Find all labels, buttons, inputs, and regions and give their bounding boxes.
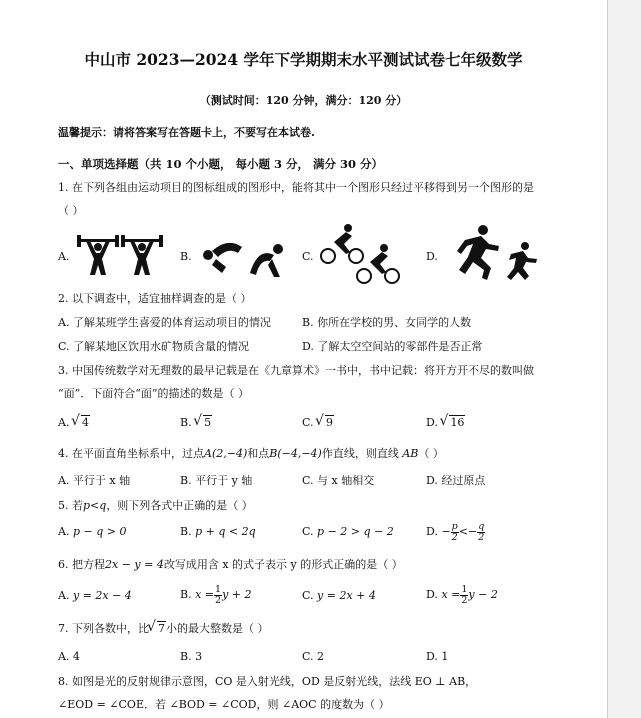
q7-post: 小的最大整数是（ ） [166, 622, 269, 635]
q2-option-a: A. 了解某班学生喜爱的体育运动项目的情况 [58, 316, 271, 329]
q6-c-expr: y = 2x + 4 [317, 589, 376, 602]
q3-option-c [302, 416, 334, 430]
q6-equation: 2x − y = 4 [105, 558, 164, 571]
q7-option-d: D. 1 [426, 650, 449, 663]
page-title: 中山市 2023—2024 学年下学期期末水平测试试卷七年级数学 [84, 50, 523, 69]
q4-mid: 和点 [247, 447, 270, 460]
gymnast-icon [198, 237, 290, 279]
q5-d-label: D. [426, 525, 438, 538]
q3-a-label: A. [58, 416, 70, 429]
q5-condition: p<q [83, 499, 107, 512]
q5-d-frac-p [451, 522, 459, 543]
q4-point-b: B(−4,−4) [269, 447, 322, 460]
q4-stem [58, 447, 444, 461]
q5-option-b [180, 525, 256, 539]
q3-c-radicand: 9 [326, 416, 334, 429]
q6-b-pre: x = [195, 588, 215, 601]
q7-radical [149, 622, 166, 636]
q6-b-post: y + 2 [222, 588, 252, 601]
q5-post: ，则下列各式中正确的是（ ） [106, 499, 253, 512]
scrollbar[interactable] [608, 0, 641, 718]
q3-stem-line2: “面”．下面符合“面”的描述的数是（ ） [58, 387, 249, 400]
q1-paren: （ ） [58, 204, 84, 217]
q6-b-frac [214, 585, 222, 606]
q7-option-b: B. 3 [180, 650, 203, 663]
q1-option-a-label: A. [58, 250, 70, 263]
q5-a-expr: p − q > 0 [72, 525, 127, 538]
q4-point-a: A(2,−4) [204, 447, 248, 460]
q3-b-radical [195, 416, 212, 430]
q6-c-label: C. [302, 589, 314, 602]
q3-b-radicand: 5 [204, 416, 212, 429]
q3-option-b [180, 416, 212, 430]
q6-b-den: 2 [215, 594, 222, 606]
q5-d-frac-q [477, 522, 485, 543]
q5-a-label: A. [58, 525, 70, 538]
q8-stem-line2: ∠EOD = ∠COE．若 ∠BOD = ∠COD，则 ∠AOC 的度数为（ ） [58, 698, 390, 711]
q5-option-a [58, 525, 126, 539]
q4-option-a: A. 平行于 x 轴 [58, 474, 131, 487]
q6-option-b [180, 582, 252, 608]
q1-stem: 1. 在下列各组由运动项目的图标组成的图形中，能将其中一个图形只经过平移得到另一个图形的是 [58, 181, 534, 194]
q1-option-d-label: D. [426, 250, 438, 263]
q6-post: 改写成用含 x 的式子表示 y 的形式正确的是（ ） [163, 558, 403, 571]
q5-d-num-q: q [478, 520, 485, 532]
q7-radicand: 7 [158, 622, 165, 635]
q4-option-b: B. 平行于 y 轴 [180, 474, 253, 487]
q3-d-radicand: 16 [450, 416, 465, 429]
q1-option-c-label: C. [302, 250, 314, 263]
q5-option-c [302, 525, 394, 539]
section-heading: 一、单项选择题（共 10 个小题， 每小题 3 分， 满分 30 分） [58, 157, 384, 171]
q3-stem-line1: 3. 中国传统数学对无理数的最早记载是在《九章算术》一书中，书中记载：将开方开不尽的数叫做 [58, 364, 534, 377]
page-subtitle: （测试时间：120 分钟，满分：120 分） [199, 94, 408, 107]
tip-text: 温馨提示：请将答案写在答题卡上，不要写在本试卷. [58, 126, 315, 139]
q4-post: 作直线，则直线 [321, 447, 399, 460]
q5-b-expr: p + q < 2q [195, 525, 256, 538]
q6-b-num: 1 [215, 583, 222, 595]
q6-a-label: A. [58, 589, 70, 602]
q5-d-lt: <− [458, 525, 478, 538]
q6-option-a [58, 589, 132, 603]
q6-option-c [302, 589, 376, 603]
q5-c-label: C. [302, 525, 314, 538]
q6-a-expr: y = 2x − 4 [72, 589, 132, 602]
q8-stem-line1: 8. 如图是光的反射规律示意图，CO 是入射光线，OD 是反射光线，法线 EO ⊥ AB， [58, 675, 477, 688]
q5-pre: 5. 若 [58, 499, 83, 512]
q3-d-radical [441, 416, 465, 430]
q5-b-label: B. [180, 525, 192, 538]
q2-option-b: B. 你所在学校的男、女同学的人数 [302, 316, 472, 329]
q3-c-label: C. [302, 416, 314, 429]
runner-icon [443, 224, 539, 282]
q2-stem: 2. 以下调查中，适宜抽样调查的是（ ） [58, 292, 252, 305]
q7-pre: 7. 下列各数中，比 [58, 622, 149, 635]
q1-option-b-label: B. [180, 250, 192, 263]
q6-d-den: 2 [461, 594, 468, 606]
q4-option-c: C. 与 x 轴相交 [302, 474, 375, 487]
cyclist-icon [318, 222, 402, 284]
q5-stem [58, 499, 253, 513]
q5-d-num-p: p [451, 520, 458, 532]
q4-pre: 4. 在平面直角坐标系中，过点 [58, 447, 204, 460]
q6-option-d [426, 582, 498, 608]
q3-b-label: B. [180, 416, 192, 429]
q6-d-pre: x = [441, 588, 461, 601]
q7-option-c: C. 2 [302, 650, 325, 663]
q5-d-den-p: 2 [451, 531, 458, 543]
weightlifter-icon [74, 233, 166, 279]
q7-option-a: A. 4 [58, 650, 80, 663]
q4-option-d: D. 经过原点 [426, 474, 486, 487]
q3-option-d [426, 416, 465, 430]
q6-b-label: B. [180, 588, 192, 601]
q3-a-radicand: 4 [81, 416, 89, 429]
q2-option-c: C. 了解某地区饮用水矿物质含量的情况 [58, 340, 250, 353]
q6-d-num: 1 [461, 583, 468, 595]
q3-a-radical [73, 416, 90, 430]
q7-stem [58, 622, 269, 636]
q3-d-label: D. [426, 416, 438, 429]
q3-c-radical [317, 416, 334, 430]
q2-option-d: D. 了解太空空间站的零部件是否正常 [302, 340, 483, 353]
q4-line-ab: AB [402, 447, 419, 460]
q5-option-d [426, 519, 485, 545]
q5-d-minus: − [441, 525, 451, 538]
q5-c-expr: p − 2 > q − 2 [317, 525, 394, 538]
q6-stem [58, 558, 403, 572]
q6-d-post: y − 2 [468, 588, 498, 601]
q6-d-label: D. [426, 588, 438, 601]
q6-pre: 6. 把方程 [58, 558, 105, 571]
q5-d-den-q: 2 [478, 531, 485, 543]
q3-option-a [58, 416, 90, 430]
q4-paren: （ ） [418, 447, 444, 460]
